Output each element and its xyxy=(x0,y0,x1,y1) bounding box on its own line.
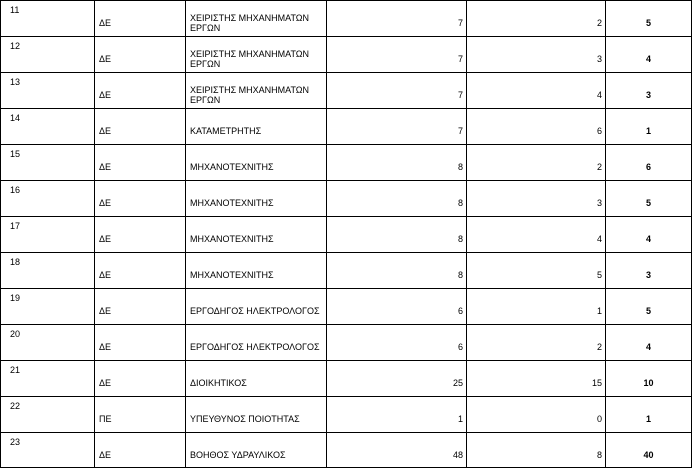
result-cell: 40 xyxy=(606,433,692,468)
result-cell: 5 xyxy=(606,181,692,217)
specialty-line: ΜΗΧΑΝΟΤΕΧΝΙΤΗΣ xyxy=(190,162,274,172)
table-row xyxy=(1,397,692,433)
specialty-line: ΕΡΓΩΝ xyxy=(190,59,221,69)
row-number-cell: 13 xyxy=(1,73,95,109)
specialty-line: ΥΠΕΥΘΥΝΟΣ ΠΟΙΟΤΗΤΑΣ xyxy=(190,414,300,424)
value-a-cell: 7 xyxy=(327,37,467,73)
category-cell: ΔΕ xyxy=(95,433,186,468)
specialty-line: ΧΕΙΡΙΣΤΗΣ ΜΗΧΑΝΗΜΑΤΩΝ xyxy=(190,49,310,59)
result-cell: 10 xyxy=(606,361,692,397)
value-b-cell: 2 xyxy=(467,1,606,37)
row-number-cell: 14 xyxy=(1,109,95,145)
result-cell: 1 xyxy=(606,109,692,145)
category-cell: ΔΕ xyxy=(95,289,186,325)
row-number-cell: 23 xyxy=(1,433,95,468)
result-cell: 1 xyxy=(606,397,692,433)
table-row xyxy=(1,37,692,73)
value-b-cell: 0 xyxy=(467,397,606,433)
category-cell: ΔΕ xyxy=(95,37,186,73)
specialty-text xyxy=(190,289,326,316)
value-b-cell: 1 xyxy=(467,289,606,325)
result-cell: 5 xyxy=(606,289,692,325)
specialty-text xyxy=(190,181,326,208)
specialty-cell xyxy=(186,181,327,217)
value-b-cell: 3 xyxy=(467,181,606,217)
specialty-cell xyxy=(186,397,327,433)
table-row xyxy=(1,109,692,145)
value-b-cell: 3 xyxy=(467,37,606,73)
specialty-line: ΕΡΓΩΝ xyxy=(190,23,221,33)
specialty-line: ΕΡΓΟΔΗΓΟΣ ΗΛΕΚΤΡΟΛΟΓΟΣ xyxy=(190,306,320,316)
specialty-cell xyxy=(186,217,327,253)
table-row xyxy=(1,361,692,397)
specialty-text xyxy=(190,1,326,33)
specialty-cell xyxy=(186,73,327,109)
value-b-cell: 2 xyxy=(467,145,606,181)
specialty-text xyxy=(190,217,326,244)
result-cell: 6 xyxy=(606,145,692,181)
table-row xyxy=(1,145,692,181)
value-b-cell: 6 xyxy=(467,109,606,145)
row-number-cell: 18 xyxy=(1,253,95,289)
category-cell: ΔΕ xyxy=(95,361,186,397)
row-number-cell: 16 xyxy=(1,181,95,217)
category-cell: ΔΕ xyxy=(95,253,186,289)
specialty-cell xyxy=(186,145,327,181)
value-b-cell: 5 xyxy=(467,253,606,289)
result-cell: 4 xyxy=(606,217,692,253)
row-number-cell: 17 xyxy=(1,217,95,253)
value-a-cell: 6 xyxy=(327,289,467,325)
category-cell: ΔΕ xyxy=(95,1,186,37)
row-number-cell: 19 xyxy=(1,289,95,325)
specialty-cell xyxy=(186,37,327,73)
specialty-line: ΕΡΓΩΝ xyxy=(190,95,221,105)
table-row xyxy=(1,253,692,289)
specialty-line: ΕΡΓΟΔΗΓΟΣ ΗΛΕΚΤΡΟΛΟΓΟΣ xyxy=(190,342,320,352)
result-cell: 5 xyxy=(606,1,692,37)
category-cell: ΠΕ xyxy=(95,397,186,433)
value-b-cell: 4 xyxy=(467,73,606,109)
row-number-cell: 12 xyxy=(1,37,95,73)
result-cell: 4 xyxy=(606,325,692,361)
specialty-cell xyxy=(186,325,327,361)
value-a-cell: 1 xyxy=(327,397,467,433)
category-cell: ΔΕ xyxy=(95,109,186,145)
value-b-cell: 2 xyxy=(467,325,606,361)
table-body xyxy=(1,1,692,468)
row-number-cell: 20 xyxy=(1,325,95,361)
specialty-line: ΔΙΟΙΚΗΤΙΚΟΣ xyxy=(190,378,247,388)
value-a-cell: 6 xyxy=(327,325,467,361)
specialty-text xyxy=(190,253,326,280)
value-a-cell: 7 xyxy=(327,109,467,145)
table-row xyxy=(1,73,692,109)
specialty-text xyxy=(190,361,326,388)
specialty-text xyxy=(190,433,326,460)
specialty-text xyxy=(190,37,326,69)
category-cell: ΔΕ xyxy=(95,145,186,181)
value-b-cell: 15 xyxy=(467,361,606,397)
category-cell: ΔΕ xyxy=(95,73,186,109)
specialty-text xyxy=(190,109,326,136)
table-row xyxy=(1,1,692,37)
specialty-text xyxy=(190,73,326,105)
specialty-line: ΧΕΙΡΙΣΤΗΣ ΜΗΧΑΝΗΜΑΤΩΝ xyxy=(190,85,310,95)
value-b-cell: 8 xyxy=(467,433,606,468)
row-number-cell: 22 xyxy=(1,397,95,433)
specialty-line: ΜΗΧΑΝΟΤΕΧΝΙΤΗΣ xyxy=(190,270,274,280)
result-cell: 4 xyxy=(606,37,692,73)
value-a-cell: 7 xyxy=(327,73,467,109)
specialty-line: ΜΗΧΑΝΟΤΕΧΝΙΤΗΣ xyxy=(190,234,274,244)
row-number-cell: 15 xyxy=(1,145,95,181)
category-cell: ΔΕ xyxy=(95,325,186,361)
category-cell: ΔΕ xyxy=(95,181,186,217)
value-a-cell: 48 xyxy=(327,433,467,468)
value-b-cell: 4 xyxy=(467,217,606,253)
specialty-text xyxy=(190,325,326,352)
table-row xyxy=(1,181,692,217)
table-row xyxy=(1,217,692,253)
specialty-cell xyxy=(186,253,327,289)
table-row xyxy=(1,325,692,361)
value-a-cell: 7 xyxy=(327,1,467,37)
specialty-line: ΚΑΤΑΜΕΤΡΗΤΗΣ xyxy=(190,126,262,136)
specialty-cell xyxy=(186,433,327,468)
table-row xyxy=(1,289,692,325)
specialty-text xyxy=(190,145,326,172)
specialty-cell xyxy=(186,1,327,37)
specialty-line: ΒΟΗΘΟΣ ΥΔΡΑΥΛΙΚΟΣ xyxy=(190,450,286,460)
row-number-cell: 21 xyxy=(1,361,95,397)
specialty-line: ΜΗΧΑΝΟΤΕΧΝΙΤΗΣ xyxy=(190,198,274,208)
value-a-cell: 25 xyxy=(327,361,467,397)
specialty-line: ΧΕΙΡΙΣΤΗΣ ΜΗΧΑΝΗΜΑΤΩΝ xyxy=(190,13,310,23)
value-a-cell: 8 xyxy=(327,253,467,289)
category-cell: ΔΕ xyxy=(95,217,186,253)
specialty-cell xyxy=(186,361,327,397)
result-cell: 3 xyxy=(606,253,692,289)
specialty-text xyxy=(190,397,326,424)
specialty-cell xyxy=(186,289,327,325)
row-number-cell: 11 xyxy=(1,1,95,37)
value-a-cell: 8 xyxy=(327,145,467,181)
table-row xyxy=(1,433,692,468)
value-a-cell: 8 xyxy=(327,217,467,253)
value-a-cell: 8 xyxy=(327,181,467,217)
specialty-cell xyxy=(186,109,327,145)
result-cell: 3 xyxy=(606,73,692,109)
